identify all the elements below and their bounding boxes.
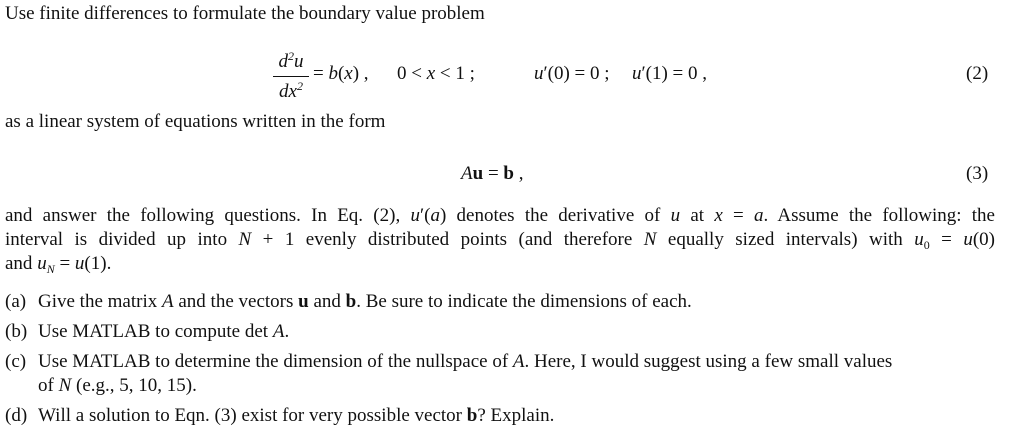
paragraph-line-2: interval is divided up into N + 1 evenly distributed points (and therefore N equally sized intervals) with $u_0 = u(0)$ [5,229,995,252]
fraction-numerator: $d^2u$ [278,49,304,72]
intro-text: Use finite differences to formulate the boundary value problem [5,3,485,24]
question-a: (a) Give the matrix A and the vectors u and b. Be sure to indicate the dimensions of each. [5,291,692,312]
question-a-label: (a) [5,291,27,312]
boundary-condition-right: u′(1) = 0 , [632,63,708,84]
question-d: (d) Will a solution to Eqn. (3) exist for very possible vector b? Explain. [5,405,555,426]
question-b-label: (b) [5,321,28,342]
equation-number-3: (3) [966,163,989,184]
question-b: (b) Use MATLAB to compute det A. [5,321,290,342]
linear-system-text: as a linear system of equations written in the form [5,111,386,132]
equation-number-2: (2) [966,63,989,84]
assumptions-paragraph [5,204,995,276]
question-d-label: (d) [5,405,28,426]
linear-system-equation: Au = b , [461,163,524,184]
paragraph-line-3: and $u_N = u(1)$. [5,253,112,276]
fraction-bar [273,76,309,77]
derivative-fraction [273,50,309,104]
paragraph-line-1: and answer the following questions. In Eq. (2), u′(a) denotes the derivative of u at x = a. Assume the following: the [5,205,995,226]
equation-rhs: = b(x) , [313,63,369,84]
question-c: (c) Use MATLAB to determine the dimension of the nullspace of A. Here, I would suggest using a few small values of N (e.g., 5, 10, 15). [5,350,995,398]
boundary-condition-left: u′(0) = 0 ; [534,63,610,84]
question-c-continuation: of N (e.g., 5, 10, 15). [38,375,197,396]
equation-domain: 0 < x < 1 ; [397,63,475,84]
question-c-label: (c) [5,351,27,372]
fraction-denominator: $dx^2$ [279,79,303,102]
